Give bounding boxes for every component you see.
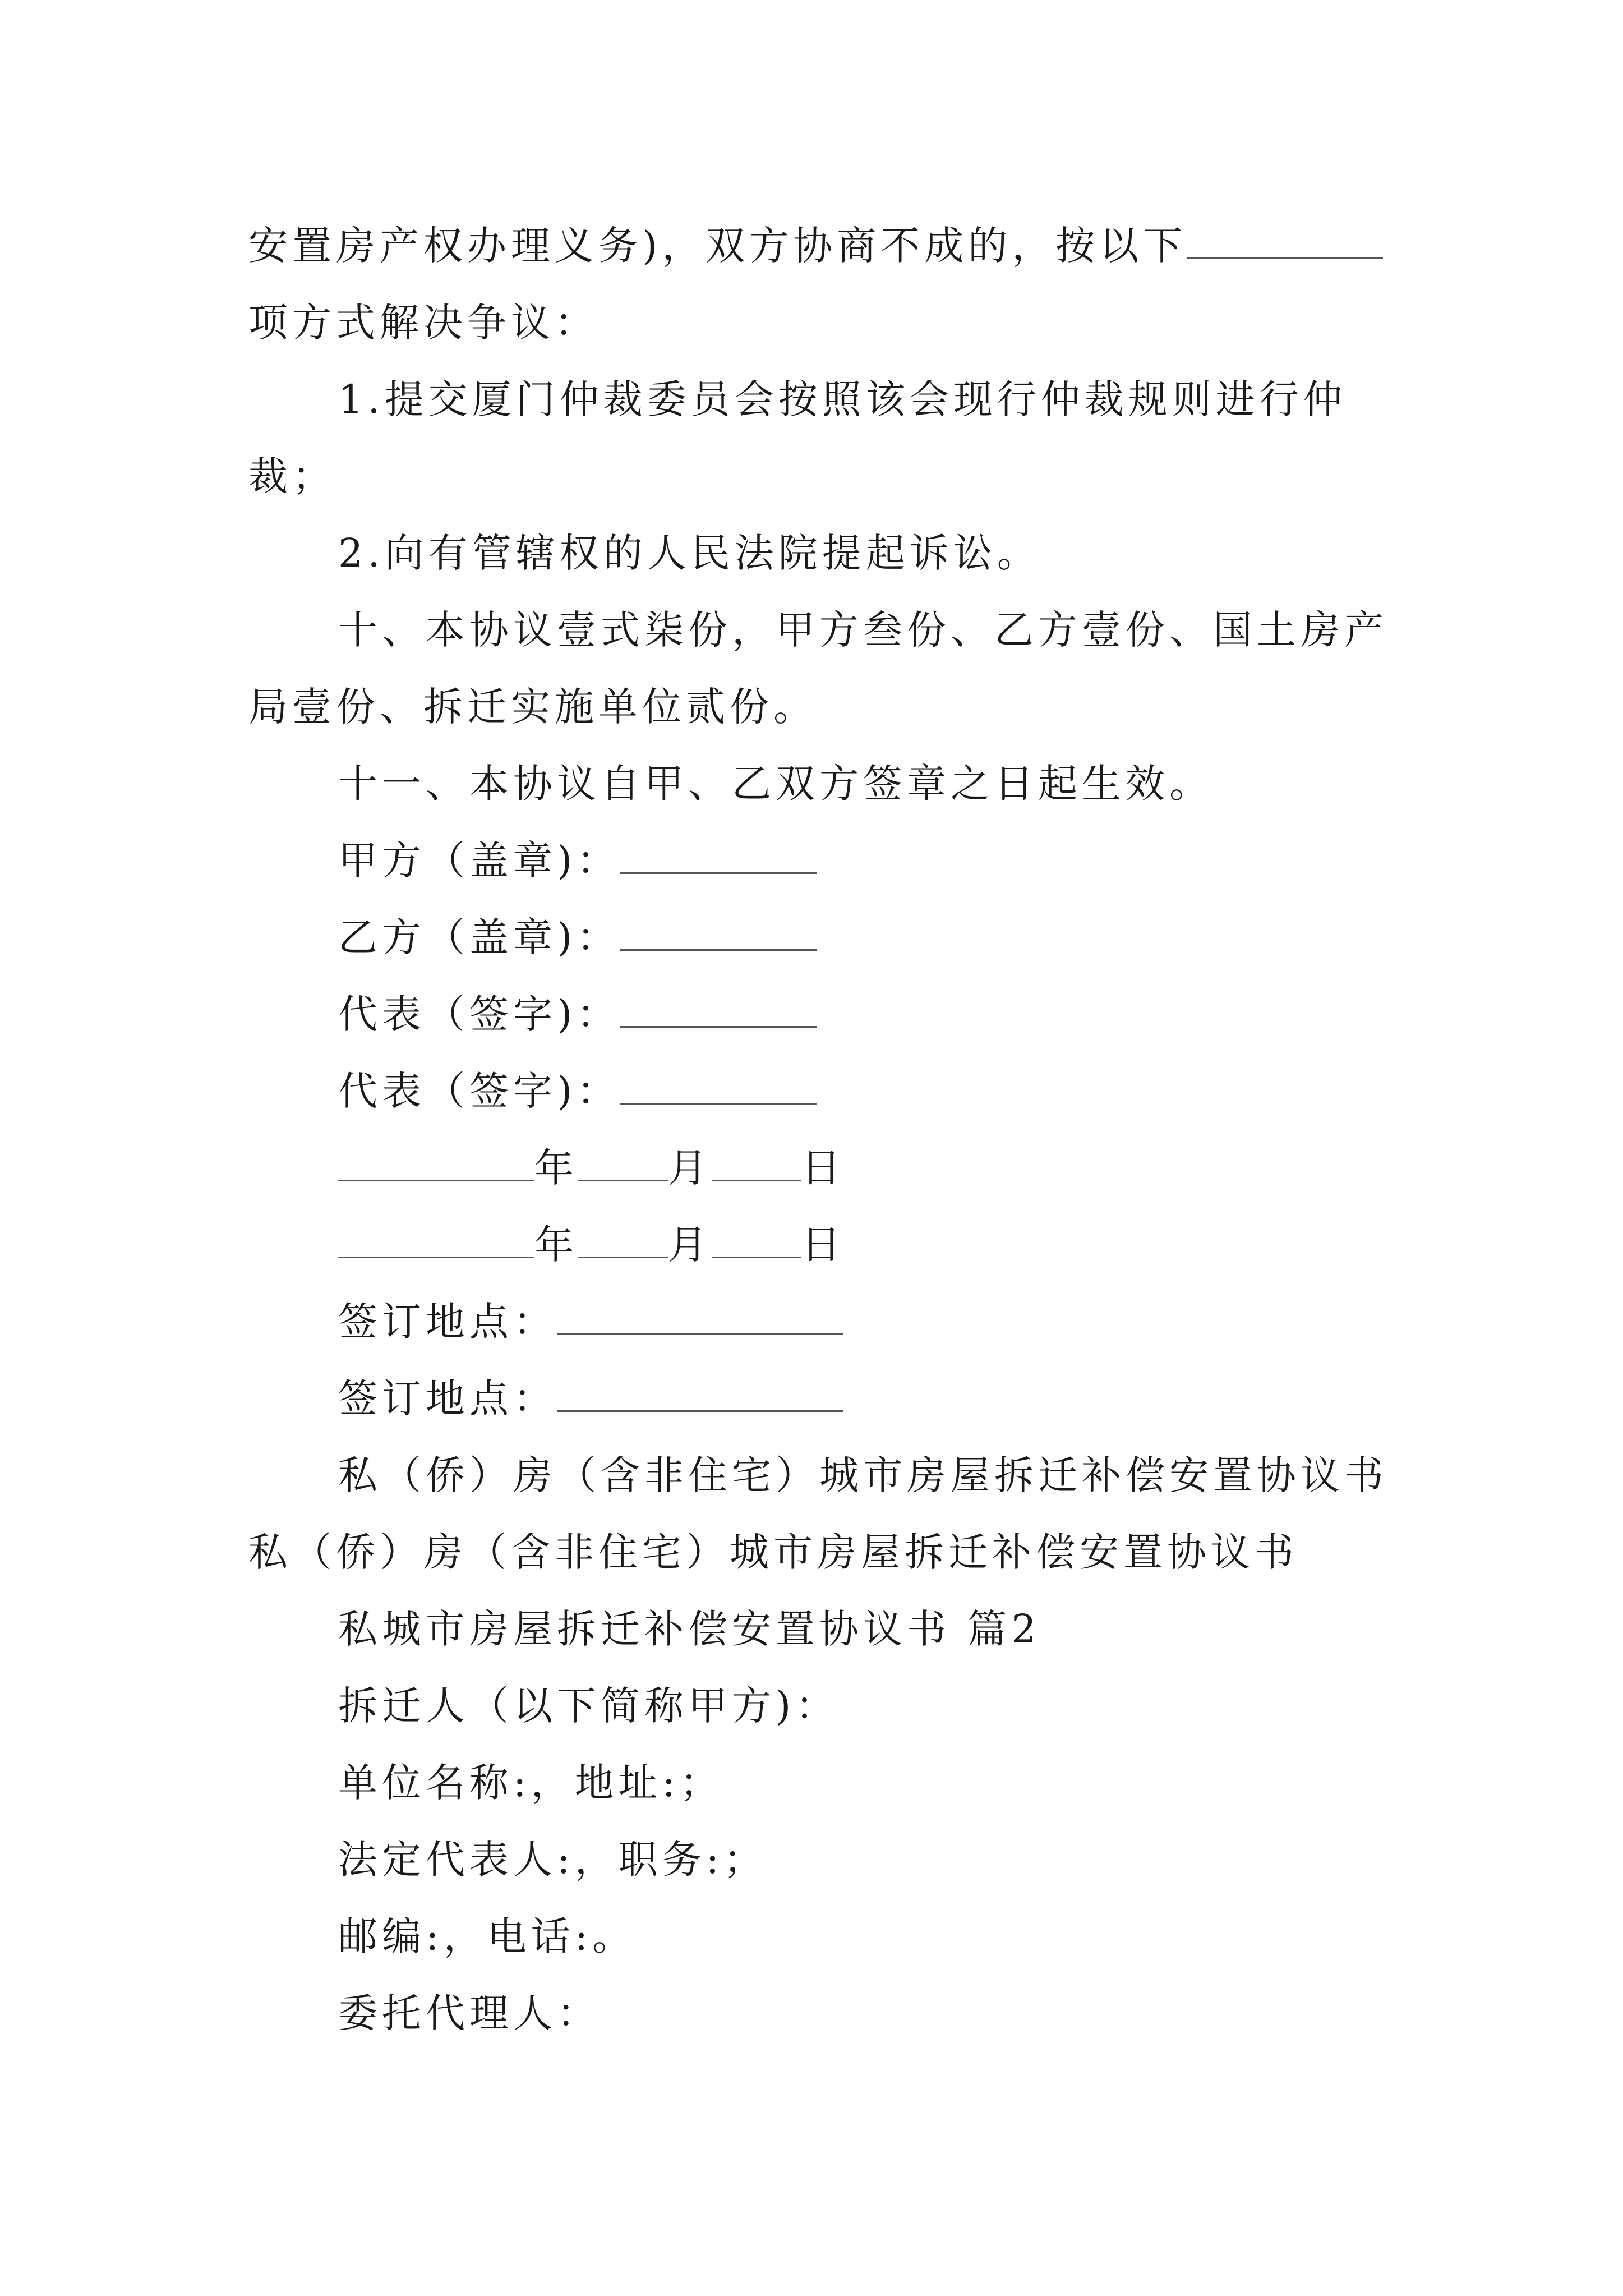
date-line xyxy=(248,1207,1381,1283)
text-line xyxy=(248,746,1381,822)
text-line xyxy=(248,438,1381,515)
signing-place-field[interactable] xyxy=(557,1370,843,1412)
agent-label: 委托代理人： xyxy=(338,1990,601,2036)
blank-field xyxy=(1187,217,1383,259)
article-eleven: 十一、本协议自甲、乙双方签章之日起生效。 xyxy=(338,761,1213,807)
text-line xyxy=(248,1745,1381,1821)
rep-sign-label: 代表（签字)： xyxy=(338,991,621,1037)
legal-rep-info: 法定代表人:，职务:； xyxy=(338,1837,768,1883)
article-ten: 局壹份、拆迁实施单位贰份。 xyxy=(248,684,817,730)
rep-sign-label: 代表（签字)： xyxy=(338,1068,621,1114)
arbitration-option: 1.提交厦门仲裁委员会按照该会现行仲裁规则进行仲 xyxy=(338,376,1347,422)
party-a-seal-field[interactable] xyxy=(620,832,817,874)
party-b-seal-label: 乙方（盖章)： xyxy=(338,914,621,960)
document-page xyxy=(248,208,1388,2052)
text-line xyxy=(248,1975,1381,2052)
text-line xyxy=(248,515,1381,592)
day-field[interactable] xyxy=(712,1139,801,1181)
rep-sign-field[interactable] xyxy=(620,1062,817,1105)
dispute-clause-text: 项方式解决争议： xyxy=(248,300,598,346)
text-line xyxy=(248,1821,1381,1898)
contact-info: 邮编:，电话:。 xyxy=(338,1913,637,1959)
text-line xyxy=(248,1591,1381,1668)
day-field[interactable] xyxy=(712,1216,801,1258)
place-line xyxy=(248,1283,1381,1360)
text-line xyxy=(248,1668,1381,1745)
year-label: 年 xyxy=(534,1222,578,1268)
rep-sign-field[interactable] xyxy=(620,986,817,1028)
unit-info: 单位名称:，地址:； xyxy=(338,1760,724,1806)
article-heading: 私城市房屋拆迁补偿安置协议书 篇2 xyxy=(338,1606,1041,1652)
signature-line xyxy=(248,976,1381,1053)
signature-line xyxy=(248,1053,1381,1130)
place-line xyxy=(248,1360,1381,1437)
party-b-seal-field[interactable] xyxy=(620,909,817,951)
year-field[interactable] xyxy=(338,1216,534,1258)
signature-line xyxy=(248,899,1381,976)
text-line xyxy=(248,1514,1381,1591)
text-line xyxy=(248,284,1381,361)
text-line xyxy=(248,361,1381,438)
year-field[interactable] xyxy=(338,1139,534,1181)
day-label: 日 xyxy=(801,1145,845,1191)
signature-line xyxy=(248,822,1381,899)
month-label: 月 xyxy=(668,1145,712,1191)
agreement-title: 私（侨）房（含非住宅）城市房屋拆迁补偿安置协议书 xyxy=(248,1529,1298,1575)
demolisher-label: 拆迁人（以下简称甲方)： xyxy=(338,1683,840,1729)
agreement-title: 私（侨）房（含非住宅）城市房屋拆迁补偿安置协议书 xyxy=(338,1452,1388,1498)
signing-place-label: 签订地点： xyxy=(338,1299,557,1345)
month-field[interactable] xyxy=(578,1216,668,1258)
text-line xyxy=(248,592,1388,669)
dispute-clause-text: 安置房产权办理义务)，双方协商不成的，按以下 xyxy=(248,223,1187,269)
date-line xyxy=(248,1130,1381,1207)
text-line xyxy=(248,669,1381,746)
year-label: 年 xyxy=(534,1145,578,1191)
month-field[interactable] xyxy=(578,1139,668,1181)
text-line xyxy=(248,1437,1388,1514)
litigation-option: 2.向有管辖权的人民法院提起诉讼。 xyxy=(338,530,1041,576)
text-line xyxy=(248,208,1381,284)
text-line xyxy=(248,1898,1381,1975)
day-label: 日 xyxy=(801,1222,845,1268)
signing-place-label: 签订地点： xyxy=(338,1375,557,1421)
party-a-seal-label: 甲方（盖章)： xyxy=(338,838,621,884)
arbitration-option: 裁； xyxy=(248,453,336,499)
signing-place-field[interactable] xyxy=(557,1293,843,1335)
article-ten: 十、本协议壹式柒份，甲方叁份、乙方壹份、国土房产 xyxy=(338,607,1388,653)
month-label: 月 xyxy=(668,1222,712,1268)
